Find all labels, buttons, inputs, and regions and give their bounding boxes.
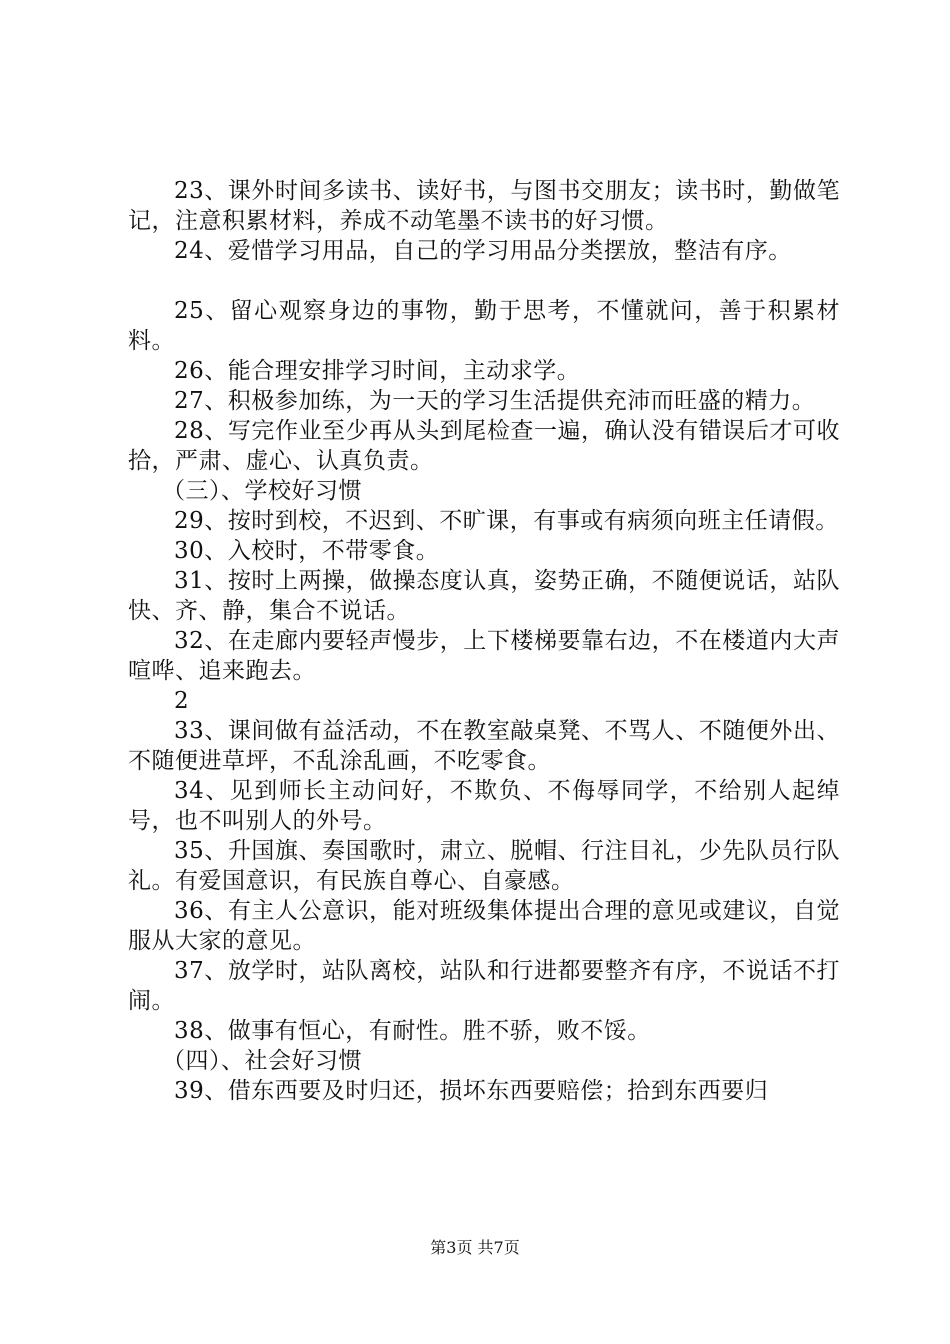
paragraph-24: 24、爱惜学习用品，自己的学习用品分类摆放，整洁有序。 bbox=[174, 238, 792, 264]
document-body bbox=[128, 176, 840, 1106]
paragraph-36: 36、有主人公意识，能对班级集体提出合理的意见或建议，自觉服从大家的意见。 bbox=[128, 898, 840, 954]
paragraph-23: 23、课外时间多读书、读好书，与图书交朋友；读书时，勤做笔记，注意积累材料，养成不动笔墨不读书的好习惯。 bbox=[128, 178, 840, 234]
paragraph-33: 33、课间做有益活动，不在教室敲桌凳、不骂人、不随便外出、不随便进草坪，不乱涂乱画，不吃零食。 bbox=[128, 718, 840, 774]
paragraph-37: 37、放学时，站队离校，站队和行进都要整齐有序，不说话不打闹。 bbox=[128, 958, 840, 1014]
paragraph-28: 28、写完作业至少再从头到尾检查一遍，确认没有错误后才可收拾，严肃、虚心、认真负责。 bbox=[128, 418, 840, 474]
paragraph-26: 26、能合理安排学习时间，主动求学。 bbox=[174, 358, 581, 384]
page-footer: 第3页 共7页 bbox=[430, 1238, 520, 1257]
paragraph-34: 34、见到师长主动问好，不欺负、不侮辱同学，不给别人起绰号，也不叫别人的外号。 bbox=[128, 778, 840, 834]
paragraph-31: 31、按时上两操，做操态度认真，姿势正确，不随便说话，站队快、齐、静，集合不说话。 bbox=[128, 568, 840, 624]
paragraph-29: 29、按时到校，不迟到、不旷课，有事或有病须向班主任请假。 bbox=[174, 508, 839, 534]
paragraph-38: 38、做事有恒心，有耐性。胜不骄，败不馁。 bbox=[174, 1018, 651, 1044]
paragraph-30: 30、入校时，不带零食。 bbox=[174, 538, 440, 564]
paragraph-32: 32、在走廊内要轻声慢步，上下楼梯要靠右边，不在楼道内大声喧哗、追来跑去。 bbox=[128, 628, 840, 684]
section-heading-society: （四）、社会好习惯 bbox=[162, 1048, 362, 1074]
paragraph-25: 25、留心观察身边的事物，勤于思考，不懂就问，善于积累材料。 bbox=[128, 298, 840, 354]
inline-page-number: 2 bbox=[174, 688, 189, 714]
paragraph-35: 35、升国旗、奏国歌时，肃立、脱帽、行注目礼，少先队员行队礼。有爱国意识，有民族自尊心、自豪感。 bbox=[128, 838, 840, 894]
paragraph-27: 27、积极参加练，为一天的学习生活提供充沛而旺盛的精力。 bbox=[174, 388, 816, 414]
paragraph-39: 39、借东西要及时归还，损坏东西要赔偿；拾到东西要归 bbox=[174, 1078, 769, 1104]
section-heading-school: （三）、学校好习惯 bbox=[162, 478, 362, 504]
